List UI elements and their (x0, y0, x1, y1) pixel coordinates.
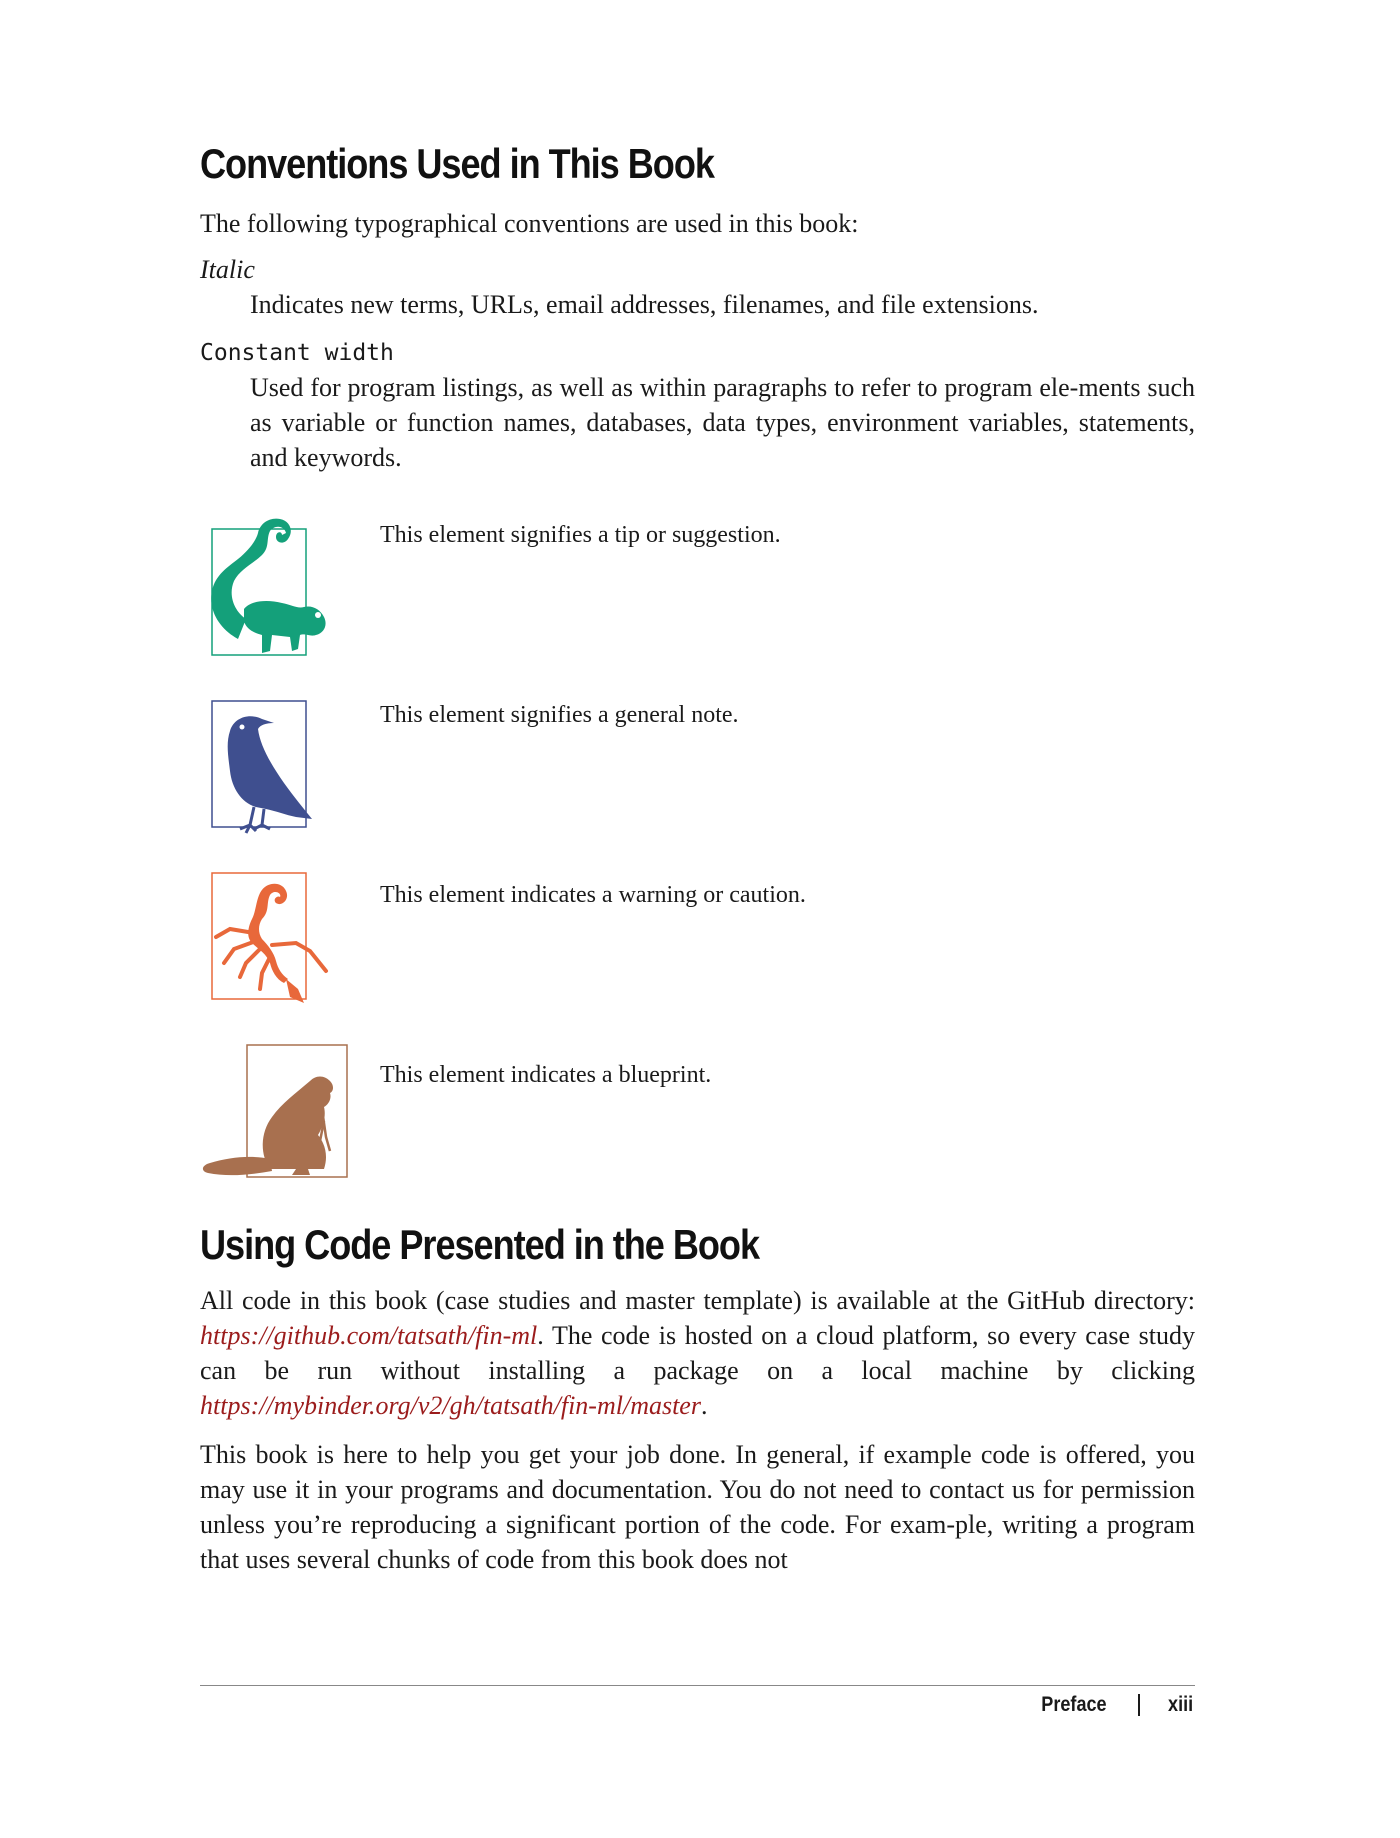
note-admonition (200, 691, 1195, 871)
permissions-paragraph: This book is here to help you get your job done. In general, if example code is offered, you may use it in your programs and documentation. You do not need to contact us for permission unless you’re reproducing a significant portion of the code. For exam-ple, writing a program that uses several chunks of code from this book does not (200, 1440, 1195, 1574)
github-link[interactable]: https://github.com/tatsath/fin-ml (200, 1321, 538, 1350)
binder-link[interactable]: https://mybinder.org/v2/gh/tatsath/fin-ml/master (200, 1391, 701, 1420)
term-label: Italic (200, 255, 255, 284)
footer-divider (200, 1685, 1195, 1686)
text-span: . The code is hosted on a cloud platform, so every case study can be run without installing a package on a local machine by clicking (200, 1321, 1195, 1385)
footer-separator (1138, 1694, 1140, 1716)
blueprint-text: This element indicates a blueprint. (380, 1062, 712, 1088)
term-label: Constant width (200, 340, 394, 366)
section-title-conventions: Conventions Used in This Book (200, 140, 714, 187)
text-span: . (700, 1391, 708, 1420)
section-title-using-code: Using Code Presented in the Book (200, 1221, 760, 1268)
beaver-icon (200, 1051, 340, 1201)
page-footer (1036, 1693, 1195, 1717)
code-availability-paragraph (200, 1283, 1195, 1423)
footer-section-label: Preface (1041, 1693, 1107, 1716)
note-text: This element signifies a general note. (380, 702, 739, 728)
term-italic (200, 253, 1195, 322)
term-definition: Indicates new terms, URLs, email addresses, filenames, and file extensions. (250, 290, 1039, 319)
page-number: xiii (1167, 1693, 1193, 1716)
warning-text: This element indicates a warning or caution. (380, 882, 806, 908)
tip-text: This element signifies a tip or suggestion. (380, 522, 781, 548)
warning-admonition (200, 871, 1195, 1051)
term-definition: Used for program listings, as well as within paragraphs to refer to program ele-ments such as variable or function names, databases, data types, environment variables, statements, and keywords. (250, 373, 1195, 472)
scorpion-icon (200, 871, 340, 1021)
tip-admonition (200, 511, 1195, 691)
lemur-icon (200, 511, 340, 661)
crow-icon (200, 691, 340, 841)
blueprint-admonition (200, 1051, 1195, 1211)
term-constant-width (200, 336, 1195, 475)
text-span: All code in this book (case studies and master template) is available at the GitHub directory: (200, 1286, 1195, 1315)
page-content (200, 140, 1195, 1577)
conventions-intro: The following typographical conventions are used in this book: (200, 209, 859, 238)
